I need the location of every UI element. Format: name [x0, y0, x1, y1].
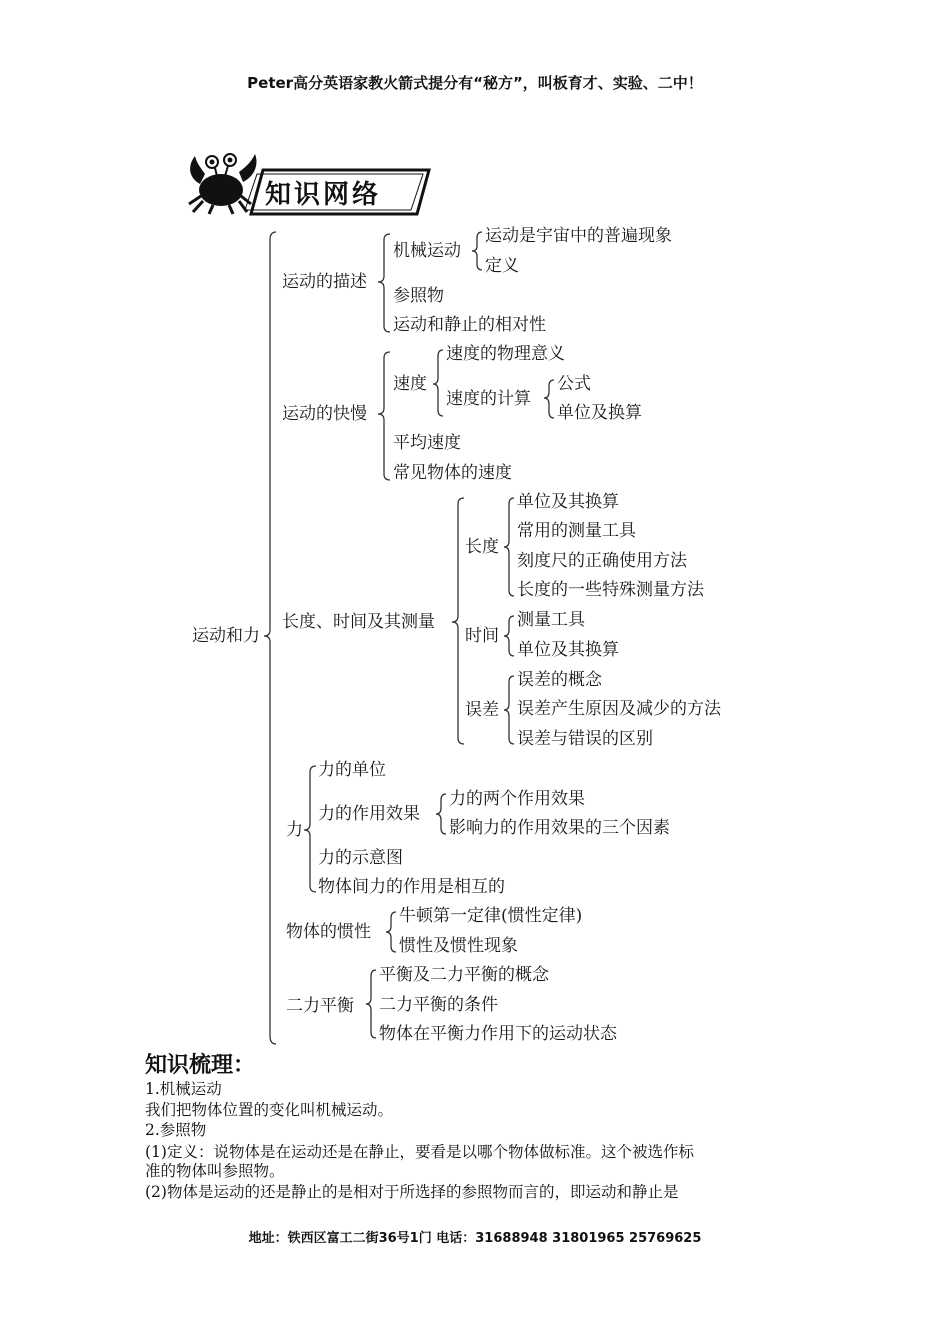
node-motion-description: 运动的描述: [282, 272, 367, 292]
node-definition: 定义: [485, 256, 519, 276]
node-reference-object: 参照物: [393, 286, 444, 306]
body-line: 准的物体叫参照物。: [145, 1162, 285, 1180]
node-length-tools: 常用的测量工具: [517, 521, 636, 541]
node-force-effect: 力的作用效果: [318, 804, 420, 824]
node-balance-concept: 平衡及二力平衡的概念: [379, 965, 549, 985]
banner-title: 知识网络: [265, 180, 382, 210]
node-average-speed: 平均速度: [393, 433, 461, 453]
node-time: 时间: [465, 626, 499, 646]
node-length-time-measure: 长度、时间及其测量: [282, 612, 435, 632]
body-line: 1.机械运动: [145, 1080, 222, 1098]
node-inertia-phenomena: 惯性及惯性现象: [399, 936, 518, 956]
node-mechanical-motion: 机械运动: [393, 241, 461, 261]
node-velocity-meaning: 速度的物理意义: [446, 344, 565, 364]
node-length-units: 单位及其换算: [517, 492, 619, 512]
node-three-factors: 影响力的作用效果的三个因素: [449, 818, 670, 838]
node-universal-motion: 运动是宇宙中的普遍现象: [485, 226, 672, 246]
page-header: Peter高分英语家教火箭式提分有“秘方”，叫板育才、实验、二中！: [247, 74, 703, 92]
node-formula: 公式: [557, 374, 591, 394]
node-two-effects: 力的两个作用效果: [449, 789, 585, 809]
node-common-speeds: 常见物体的速度: [393, 463, 512, 483]
node-balance-motion: 物体在平衡力作用下的运动状态: [379, 1024, 617, 1044]
node-special-length: 长度的一些特殊测量方法: [517, 580, 704, 600]
node-mutual-force: 物体间力的作用是相互的: [318, 877, 505, 897]
node-inertia: 物体的惯性: [286, 922, 371, 942]
node-balance-condition: 二力平衡的条件: [379, 995, 498, 1015]
node-velocity: 速度: [393, 374, 427, 394]
body-line: 2.参照物: [145, 1121, 207, 1139]
node-error: 误差: [465, 700, 499, 720]
body-line: (1)定义：说物体是在运动还是在静止，要看是以哪个物体做标准。这个被选作标: [145, 1143, 694, 1161]
node-motion-speed: 运动的快慢: [282, 404, 367, 424]
node-time-units: 单位及其换算: [517, 640, 619, 660]
body-line: 我们把物体位置的变化叫机械运动。: [145, 1101, 394, 1119]
node-time-tools: 测量工具: [517, 610, 585, 630]
body-line: (2)物体是运动的还是静止的是相对于所选择的参照物而言的，即运动和静止是: [145, 1183, 679, 1201]
node-force-unit: 力的单位: [318, 760, 386, 780]
node-force-diagram: 力的示意图: [318, 848, 403, 868]
node-root: 运动和力: [192, 626, 260, 646]
node-force: 力: [286, 820, 303, 840]
node-velocity-calc: 速度的计算: [446, 389, 531, 409]
node-relativity: 运动和静止的相对性: [393, 315, 546, 335]
node-error-causes: 误差产生原因及减少的方法: [517, 699, 721, 719]
node-length: 长度: [465, 537, 499, 557]
page-footer: 地址：铁西区富工二街36号1门 电话：31688948 31801965 25769625: [248, 1231, 702, 1246]
node-error-vs-mistake: 误差与错误的区别: [517, 729, 653, 749]
node-unit-conversion: 单位及换算: [557, 403, 642, 423]
section-title: 知识梳理：: [145, 1053, 256, 1078]
node-ruler-usage: 刻度尺的正确使用方法: [517, 551, 687, 571]
node-newton-first-law: 牛顿第一定律(惯性定律): [399, 906, 583, 926]
node-error-concept: 误差的概念: [517, 670, 602, 690]
node-balance: 二力平衡: [286, 996, 354, 1016]
